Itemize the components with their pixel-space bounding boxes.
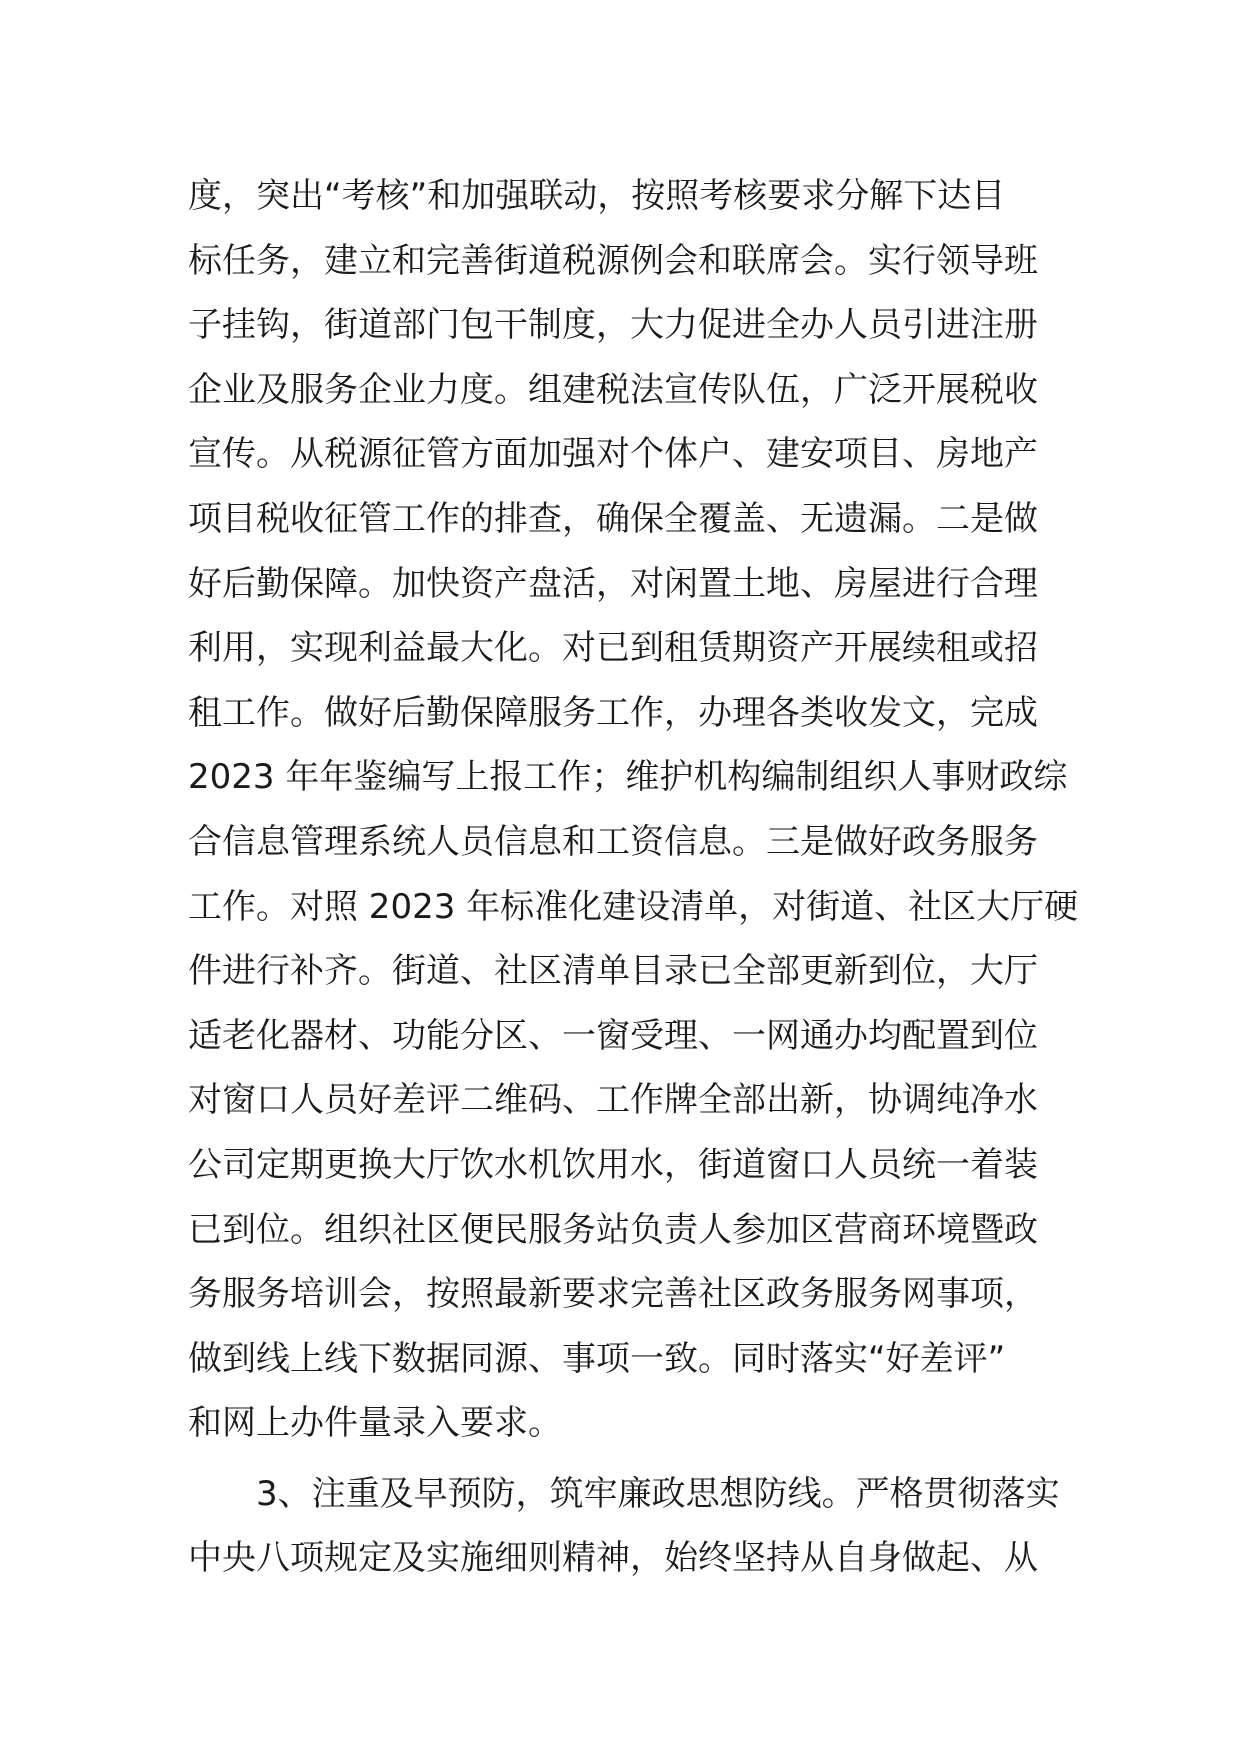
- body-text: [188, 164, 1079, 1591]
- text-line: 2023 年年鉴编写上报工作；维护机构编制组织人事财政综: [188, 757, 1068, 798]
- text-line: 度，突出“考核”和加强联动，按照考核要求分解下达目: [188, 176, 1006, 216]
- text-line: 标任务，建立和完善街道税源例会和联席会。实行领导班: [188, 240, 1038, 281]
- text-line: 务服务培训会，按照最新要求完善社区政务服务网事项，: [188, 1274, 1038, 1315]
- text-line: 利用，实现利益最大化。对已到租赁期资产开展续租或招: [188, 628, 1038, 669]
- text-line: 件进行补齐。街道、社区清单目录已全部更新到位，大厅: [188, 951, 1038, 992]
- text-line: 对窗口人员好差评二维码、工作牌全部出新，协调纯净水: [188, 1080, 1038, 1121]
- text-line: 和网上办件量录入要求。: [188, 1403, 562, 1444]
- text-line: 做到线上线下数据同源、事项一致。同时落实“好差评”: [188, 1338, 1006, 1379]
- text-line: 项目税收征管工作的排查，确保全覆盖、无遗漏。二是做: [188, 498, 1038, 539]
- text-line: 租工作。做好后勤保障服务工作，办理各类收发文，完成: [188, 692, 1038, 733]
- text-line: 好后勤保障。加快资产盘活，对闲置土地、房屋进行合理: [188, 563, 1038, 604]
- text-line: 适老化器材、功能分区、一窗受理、一网通办均配置到位: [188, 1015, 1038, 1056]
- text-line: 工作。对照 2023 年标准化建设清单，对街道、社区大厅硬: [188, 886, 1079, 927]
- text-line: 中央八项规定及实施细则精神，始终坚持从自身做起、从: [188, 1538, 1038, 1579]
- text-line: 子挂钩，街道部门包干制度，大力促进全办人员引进注册: [188, 305, 1038, 346]
- text-line: 企业及服务企业力度。组建税法宣传队伍，广泛开展税收: [188, 369, 1038, 410]
- text-line: 已到位。组织社区便民服务站负责人参加区营商环境暨政: [188, 1209, 1038, 1250]
- text-line: 公司定期更换大厅饮水机饮用水，街道窗口人员统一着装: [188, 1144, 1038, 1185]
- text-line: 合信息管理系统人员信息和工资信息。三是做好政务服务: [188, 821, 1038, 862]
- paragraph-first-line: 3、注重及早预防，筑牢廉政思想防线。严格贯彻落实: [256, 1473, 1060, 1514]
- text-line: 宣传。从税源征管方面加强对个体户、建安项目、房地产: [188, 434, 1038, 475]
